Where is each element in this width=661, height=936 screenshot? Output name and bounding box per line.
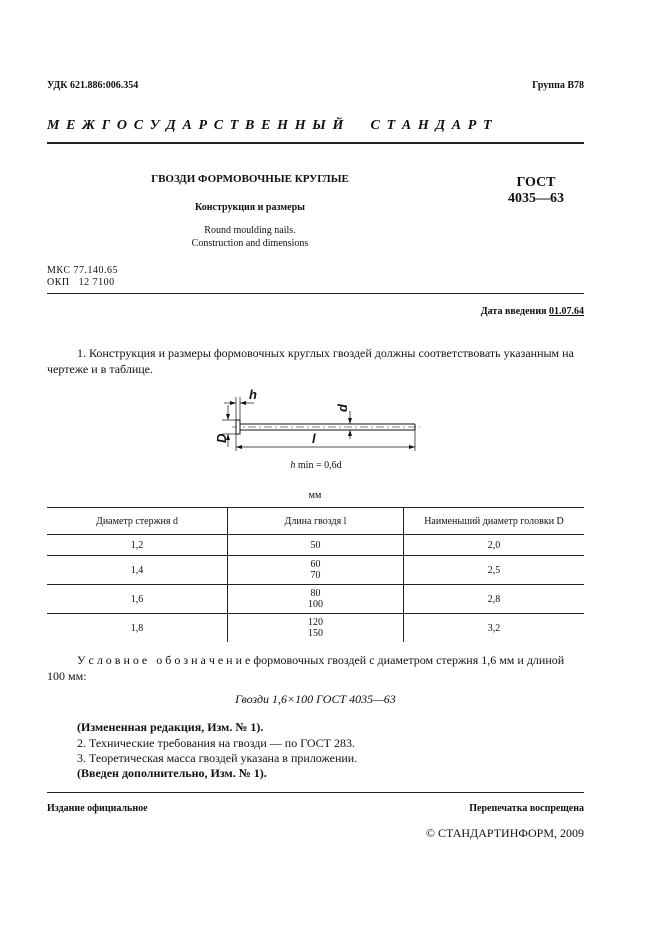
table-header-row — [47, 508, 584, 535]
okp-code: ОКП 12 7100 — [47, 277, 115, 288]
label-l: l — [312, 431, 316, 446]
cell-D: 2,0 — [404, 535, 585, 556]
clause-3: 3. Теоретическая масса гвоздей указана в приложении. — [77, 751, 358, 765]
reprint-label: Перепечатка воспрещена — [469, 803, 584, 814]
clause-1: 1. Конструкция и размеры формовочных круглых гвоздей должны соответствовать указанным на чертеже и в таблице. — [47, 346, 574, 376]
table-row — [47, 556, 584, 585]
cell-d: 1,6 — [47, 585, 228, 614]
cell-l — [228, 614, 404, 643]
label-d: d — [335, 404, 350, 412]
caption-rest: min = 0,6d — [297, 460, 342, 471]
cell-D: 2,8 — [404, 585, 585, 614]
cell-D: 3,2 — [487, 622, 501, 634]
cell-d: 1,2 — [47, 535, 228, 556]
header-shank-diameter: Диаметр стержня d — [47, 508, 228, 535]
header-head-diameter: Наименьший диаметр головки D — [404, 508, 585, 535]
cell-l-value: 80 — [310, 588, 321, 599]
intro-date-value: 01.07.64 — [549, 306, 584, 317]
edition-label: Издание официальное — [47, 803, 148, 814]
cell-l-value: 150 — [308, 628, 323, 639]
standard-banner: М Е Ж Г О С У Д А Р С Т В Е Н Н Ы Й С Т А Н Д А Р Т — [47, 118, 494, 133]
cell-l-value: 70 — [310, 570, 321, 581]
subtitle-en: Construction and dimensions — [191, 238, 309, 249]
nail-head — [236, 420, 240, 434]
cell-l — [228, 585, 404, 614]
table-row — [47, 585, 584, 614]
cell-l: 50 — [228, 535, 404, 556]
cell-l-value: 100 — [308, 599, 323, 610]
footer-divider — [47, 792, 584, 793]
cell-l — [228, 556, 404, 585]
cell-d: 1,4 — [47, 556, 228, 585]
copyright: © СТАНДАРТИНФОРМ, 2009 — [425, 826, 584, 840]
dimensions-table — [47, 507, 584, 642]
cell-d: 1,8 — [47, 614, 228, 643]
designation-spaced: У с л о в н о е о б о з н а ч е н и е — [77, 653, 251, 667]
cell-D: 2,5 — [404, 556, 585, 585]
clause-2: 2. Технические требования на гвозди — по ГОСТ 283. — [77, 736, 355, 750]
note-amended: (Измененная редакция, Изм. № 1). — [77, 720, 264, 734]
intro-date-label: Дата введения — [480, 306, 547, 317]
codes-divider — [47, 293, 584, 294]
table-unit: мм — [308, 490, 322, 501]
subtitle-ru: Конструкция и размеры — [195, 202, 305, 213]
gost-number: 4035—63 — [508, 191, 564, 206]
cell-l-value: 60 — [310, 559, 321, 570]
udk-code: УДК 621.886:006.354 — [47, 80, 139, 91]
note-added: (Введен дополнительно, Изм. № 1). — [77, 766, 267, 780]
cell-l-value: 120 — [308, 617, 323, 628]
mks-code: МКС 77.140.65 — [47, 265, 118, 276]
header-nail-length: Длина гвоздя l — [228, 508, 404, 535]
drawing-caption — [250, 460, 382, 471]
intro-date — [481, 306, 584, 317]
designation-paragraph — [47, 652, 584, 684]
label-D: D — [214, 433, 229, 443]
gost-label: ГОСТ — [516, 175, 556, 190]
title-en: Round moulding nails. — [204, 225, 296, 236]
designation-text: формовочных гвоздей с диаметром стержня 1,6 мм и длиной 100 мм: — [47, 653, 565, 683]
designation-example: Гвозди 1,6×100 ГОСТ 4035—63 — [235, 692, 396, 706]
group-code: Группа В78 — [532, 80, 584, 91]
label-h: h — [249, 387, 257, 402]
caption-h: h — [290, 460, 296, 471]
title-ru: ГВОЗДИ ФОРМОВОЧНЫЕ КРУГЛЫЕ — [151, 173, 349, 185]
table-row — [47, 614, 584, 643]
banner-divider — [47, 142, 584, 144]
table-row — [47, 535, 584, 556]
